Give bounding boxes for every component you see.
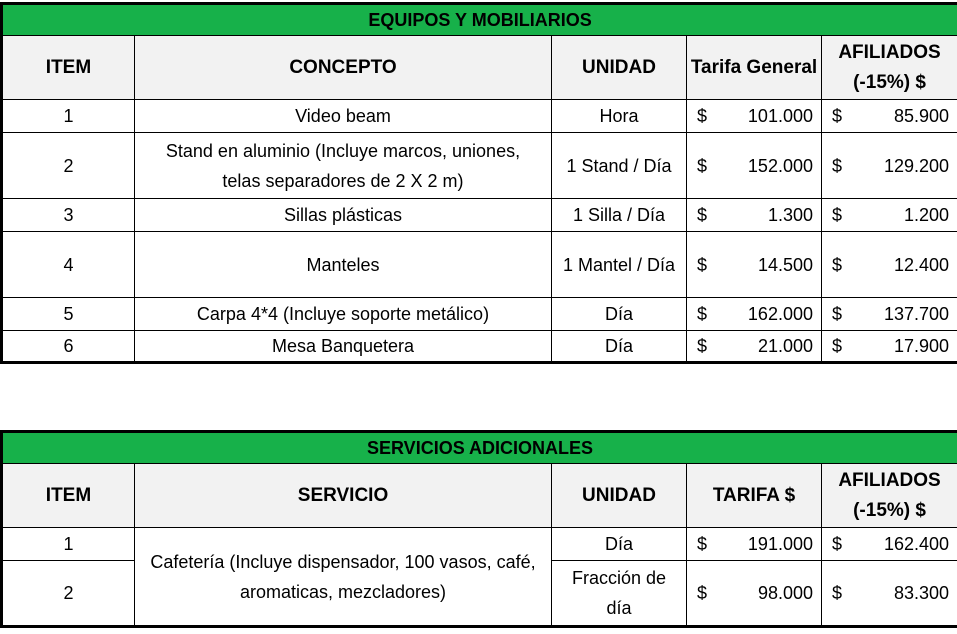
- item-cell: 1: [2, 100, 135, 133]
- afiliados-cell: [822, 298, 957, 331]
- afiliados-value: 83.300: [894, 583, 950, 603]
- currency-symbol: $: [697, 534, 708, 554]
- table-row: [2, 100, 957, 133]
- tarifa-cell: [687, 100, 822, 133]
- header-tarifa: Tarifa General: [687, 36, 822, 100]
- afiliados-value: 17.900: [893, 336, 950, 356]
- unidad-cell: Hora: [552, 100, 687, 133]
- section-title: SERVICIOS ADICIONALES: [2, 432, 957, 464]
- currency-symbol: $: [832, 534, 843, 554]
- currency-symbol: $: [697, 155, 708, 176]
- afiliados-cell: [822, 199, 957, 232]
- currency-symbol: $: [697, 254, 708, 275]
- afiliados-value: 12.400: [893, 254, 950, 275]
- currency-symbol: $: [832, 336, 843, 356]
- currency-symbol: $: [697, 106, 708, 126]
- header-tarifa: TARIFA $: [687, 464, 822, 528]
- afiliados-cell: [822, 232, 957, 298]
- item-cell: 3: [2, 199, 135, 232]
- table-row: [2, 133, 957, 199]
- unidad-cell: Día: [552, 331, 687, 363]
- table-row: [2, 232, 957, 298]
- tarifa-value: 98.000: [757, 583, 813, 603]
- header-row: [2, 464, 957, 528]
- currency-symbol: $: [832, 254, 843, 275]
- header-item: ITEM: [2, 36, 135, 100]
- unidad-cell: Día: [552, 298, 687, 331]
- afiliados-cell: [822, 561, 957, 627]
- tarifa-cell: [687, 298, 822, 331]
- tarifa-value: 1.300: [767, 205, 813, 225]
- tarifa-cell: [687, 199, 822, 232]
- tarifa-value: 21.000: [757, 336, 813, 356]
- table-row: [2, 298, 957, 331]
- currency-symbol: $: [697, 304, 708, 324]
- afiliados-cell: [822, 331, 957, 363]
- tarifa-value: 191.000: [747, 534, 813, 554]
- tarifa-cell: [687, 528, 822, 561]
- concepto-cell: Carpa 4*4 (Incluye soporte metálico): [135, 298, 552, 331]
- concepto-cell: Stand en aluminio (Incluye marcos, uniones, telas separadores de 2 X 2 m): [135, 133, 552, 199]
- section-title-row: [2, 4, 957, 36]
- table-row: [2, 331, 957, 363]
- concepto-cell: Sillas plásticas: [135, 199, 552, 232]
- item-cell: 4: [2, 232, 135, 298]
- table-row: [2, 528, 957, 561]
- header-item: ITEM: [2, 464, 135, 528]
- unidad-cell: 1 Silla / Día: [552, 199, 687, 232]
- unidad-cell: 1 Stand / Día: [552, 133, 687, 199]
- currency-symbol: $: [697, 336, 708, 356]
- tarifa-value: 152.000: [747, 155, 813, 176]
- item-cell: 2: [2, 133, 135, 199]
- currency-symbol: $: [832, 205, 843, 225]
- section-title: EQUIPOS Y MOBILIARIOS: [2, 4, 957, 36]
- header-concepto: CONCEPTO: [135, 36, 552, 100]
- afiliados-cell: [822, 100, 957, 133]
- tarifa-cell: [687, 232, 822, 298]
- tarifa-value: 14.500: [757, 254, 813, 275]
- afiliados-cell: [822, 528, 957, 561]
- servicios-table: [0, 430, 957, 628]
- tarifa-cell: [687, 561, 822, 627]
- tarifa-cell: [687, 133, 822, 199]
- concepto-cell: Mesa Banquetera: [135, 331, 552, 363]
- equipos-table: [0, 2, 957, 364]
- tarifa-value: 101.000: [747, 106, 813, 126]
- header-servicio: SERVICIO: [135, 464, 552, 528]
- tarifa-value: 162.000: [747, 304, 813, 324]
- currency-symbol: $: [832, 304, 843, 324]
- currency-symbol: $: [697, 583, 708, 603]
- afiliados-value: 137.700: [883, 304, 950, 324]
- item-cell: 6: [2, 331, 135, 363]
- header-row: [2, 36, 957, 100]
- afiliados-value: 129.200: [883, 155, 950, 176]
- concepto-cell: Video beam: [135, 100, 552, 133]
- concepto-cell: Manteles: [135, 232, 552, 298]
- header-unidad: UNIDAD: [552, 36, 687, 100]
- item-cell: 2: [2, 561, 135, 627]
- unidad-cell: 1 Mantel / Día: [552, 232, 687, 298]
- afiliados-cell: [822, 133, 957, 199]
- header-afiliados: AFILIADOS (-15%) $: [822, 464, 957, 528]
- currency-symbol: $: [832, 155, 843, 176]
- item-cell: 5: [2, 298, 135, 331]
- tarifa-cell: [687, 331, 822, 363]
- header-unidad: UNIDAD: [552, 464, 687, 528]
- currency-symbol: $: [697, 205, 708, 225]
- servicio-cell: Cafetería (Incluye dispensador, 100 vasos, café, aromaticas, mezcladores): [135, 528, 552, 627]
- currency-symbol: $: [832, 106, 843, 126]
- section-title-row: [2, 432, 957, 464]
- currency-symbol: $: [832, 583, 843, 603]
- table-row: [2, 199, 957, 232]
- unidad-cell: Día: [552, 528, 687, 561]
- afiliados-value: 162.400: [883, 534, 950, 554]
- afiliados-value: 1.200: [904, 205, 950, 225]
- afiliados-value: 85.900: [893, 106, 950, 126]
- unidad-cell: Fracción de día: [552, 561, 687, 627]
- header-afiliados: AFILIADOS (-15%) $: [822, 36, 957, 100]
- item-cell: 1: [2, 528, 135, 561]
